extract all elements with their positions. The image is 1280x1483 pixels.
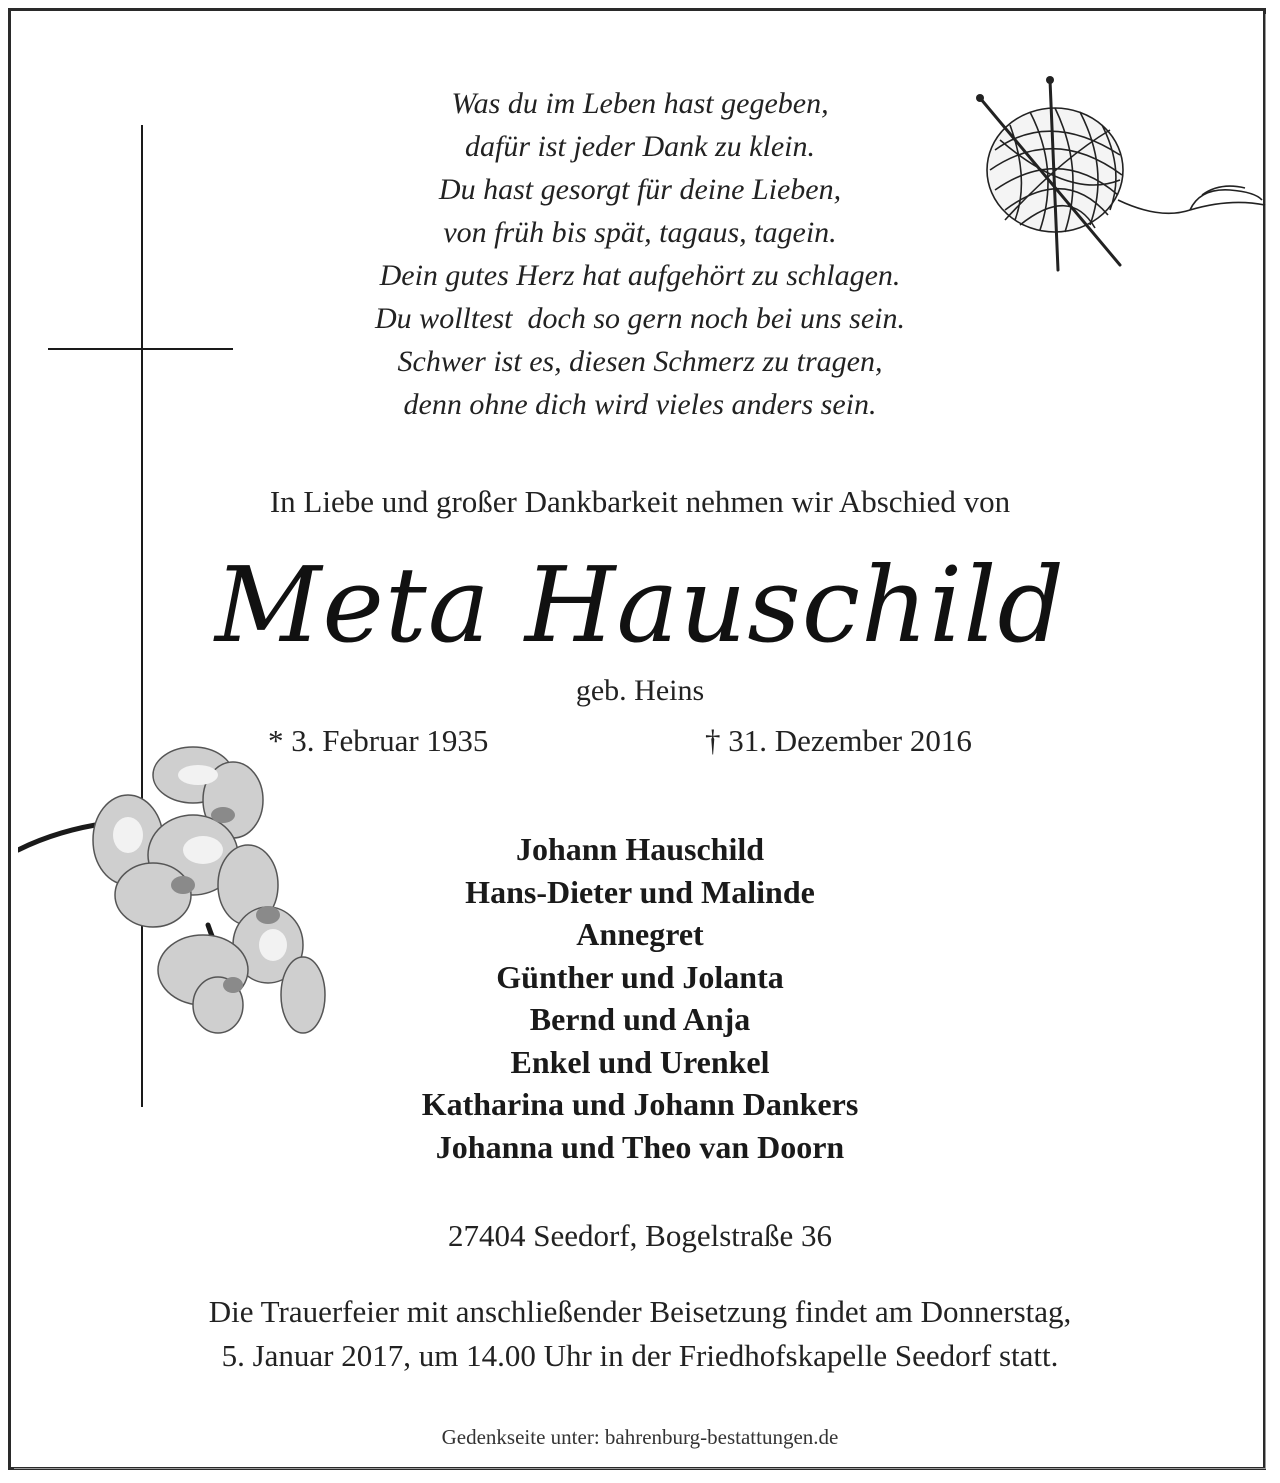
mourner-entry: Hans-Dieter und Malinde — [465, 873, 815, 910]
poem-line: denn ohne dich wird vieles anders sein. — [403, 388, 877, 421]
service-line: Die Trauerfeier mit anschließender Beisetzung findet am Donnerstag, — [208, 1294, 1072, 1329]
poem-line: Was du im Leben hast gegeben, — [451, 87, 829, 120]
cross-horizontal-bar — [48, 348, 233, 350]
address: 27404 Seedorf, Bogelstraße 36 — [448, 1218, 832, 1253]
mourner-entry: Günther und Jolanta — [496, 958, 784, 995]
mourner-entry: Annegret — [576, 916, 704, 952]
death-date: † 31. Dezember 2016 — [705, 723, 972, 758]
mourners-list — [240, 828, 1040, 1168]
memorial-page-link: Gedenkseite unter: bahrenburg-bestattungen.de — [441, 1425, 839, 1449]
poem-line: Du hast gesorgt für deine Lieben, — [438, 173, 842, 206]
poem — [240, 82, 1040, 426]
mourner-entry: Enkel und Urenkel — [510, 1043, 770, 1080]
funeral-service-info — [100, 1290, 1180, 1378]
birth-date: * 3. Februar 1935 — [268, 723, 489, 758]
poem-line: Dein gutes Herz hat aufgehört zu schlagen. — [379, 259, 901, 292]
service-line: 5. Januar 2017, um 14.00 Uhr in der Friedhofskapelle Seedorf statt. — [221, 1338, 1059, 1373]
poem-line: Du wolltest doch so gern noch bei uns sein. — [375, 302, 905, 335]
mourner-entry: Katharina und Johann Dankers — [421, 1086, 859, 1122]
intro-text: In Liebe und großer Dankbarkeit nehmen wir Abschied von — [269, 484, 1011, 519]
poem-line: dafür ist jeder Dank zu klein. — [465, 130, 815, 163]
poem-line: von früh bis spät, tagaus, tagein. — [443, 216, 837, 249]
mourner-entry: Johann Hauschild — [515, 831, 765, 867]
poem-line: Schwer ist es, diesen Schmerz zu tragen, — [397, 345, 883, 378]
deceased-name: Meta Hauschild — [214, 544, 1066, 666]
mourner-entry: Johanna und Theo van Doorn — [435, 1128, 845, 1165]
mourner-entry: Bernd und Anja — [529, 1001, 751, 1037]
maiden-name: geb. Heins — [575, 674, 705, 707]
